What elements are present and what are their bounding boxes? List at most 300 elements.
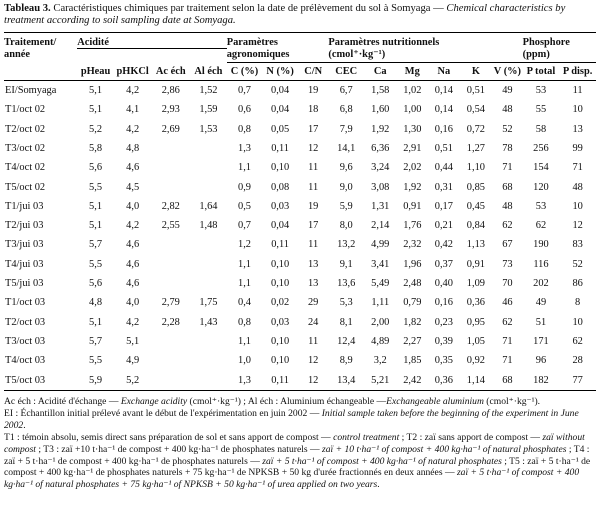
table-cell: 0,10 [271,278,290,290]
table-cell: 202 [533,278,549,290]
table-cell: 5,6 [89,162,103,174]
caption-separator: — [430,3,447,14]
table-cell: 0,23 [434,316,453,328]
table-cell [151,235,190,254]
table-cell: 1,3 [227,370,263,390]
table-cell: 256 [533,142,549,154]
table-cell: 1,52 [199,85,218,97]
table-cell: 5,1 [89,104,103,116]
table-cell: 53 [535,200,547,212]
table-cell: 29 [307,297,319,309]
table-cell: 11 [572,85,583,97]
table-cell: 1,13 [466,239,485,251]
table-cell: 6,8 [339,104,353,116]
table-cell: 0,05 [271,123,290,135]
table-cell: 1,02 [403,85,422,97]
note-treatments: T1 : témoin absolu, semis direct sans préparation de sol et sans apport de compost — control treatment ; T2 : zaï sans apport de compost — zaï without compost ; T3 : zaï +10 t·ha⁻¹ de compost + 400 kg·ha⁻¹ de phosphates naturels — zaï + 10 t·ha⁻¹ of compost + 400 kg·ha⁻¹ of natural phosphates ; T4 : zaï + 5 t·ha⁻¹ de compost + 400 kg·ha⁻¹ de phosphates naturels — zaï + 5 t·ha⁻¹ of compost + 400 kg·ha⁻¹ of natural phosphates ; T5 : zaï + 5 t·ha⁻¹ de compost + 400 kg·ha⁻¹ de phosphates naturels + 75 kg·ha⁻¹ de NPKSB + 50 kg d'urée fractionnés en deux années — zaï + 5 t·ha⁻¹ of compost + 400 kg·ha⁻¹ of natural phosphates + 75 kg·ha⁻¹ of NPKSB + 50 kg·ha⁻¹ of urea applied on two years. [4,432,591,490]
table-cell: 2,48 [403,278,422,290]
table-cell [151,177,190,196]
table-row [4,80,596,100]
table-cell: 2,69 [161,123,180,135]
table-cell: 0,7 [238,220,252,232]
table-cell: 0,04 [271,85,290,97]
table-cell: 0,72 [466,123,485,135]
column-header: pHeau [77,62,114,80]
table-cell: 12 [307,355,319,367]
table-cell: 0,14 [434,104,453,116]
table-cell: 7,9 [339,123,353,135]
table-cell: 0,85 [466,181,485,193]
table-cell: 5,5 [89,355,103,367]
table-cell: 0,31 [434,181,453,193]
table-row [4,216,596,235]
table-cell [151,255,190,274]
table-cell: 1,92 [371,123,390,135]
row-label: EI/Somyaga [5,85,57,97]
table-cell: 71 [572,162,583,174]
table-cell: 13,2 [337,239,356,251]
header-agro: Paramètres [227,33,329,49]
table-cell: 0,79 [403,297,422,309]
table-cell: 0,8 [238,123,252,135]
table-cell: 0,91 [466,258,485,270]
table-cell: 12,4 [337,335,356,347]
table-cell [151,158,190,177]
table-cell: 18 [307,104,319,116]
table-cell: 1,76 [403,220,422,232]
table-cell: 1,48 [199,220,218,232]
table-cell [151,332,190,351]
table-cell: 1,43 [199,316,218,328]
table-cell: 4,99 [371,239,390,251]
table-cell: 62 [572,335,583,347]
table-cell: 19 [307,200,319,212]
row-label: T1/oct 02 [5,104,46,116]
column-header: C/N [298,62,329,80]
table-cell: 1,14 [460,370,493,390]
table-cell: 52 [502,123,513,135]
table-cell: 5,49 [371,278,390,290]
table-cell: 4,8 [89,297,103,309]
table-cell: 86 [572,278,583,290]
table-cell: 3,2 [373,355,387,367]
table-cell: 62 [502,220,513,232]
table-cell: 0,5 [238,200,252,212]
table-cell: 0,8 [238,316,252,328]
table-cell [151,351,190,370]
table-cell: 14,1 [337,142,356,154]
table-cell: 0,11 [271,239,290,251]
table-cell: 0,16 [434,123,453,135]
table-cell: 8,9 [339,355,353,367]
table-cell: 182 [523,370,560,390]
table-cell: 5,2 [114,370,152,390]
document [4,3,596,491]
table-cell: 1,3 [238,142,252,154]
table-cell: 0,11 [262,370,298,390]
table-cell: 1,0 [238,355,252,367]
table-cell: 1,92 [403,181,422,193]
table-cell: 0,11 [271,142,290,154]
column-header: CEC [328,62,364,80]
table-row [4,255,596,274]
table-cell: 0,10 [271,258,290,270]
table-cell [190,235,227,254]
table-cell: 62 [535,220,547,232]
table-cell: 0,10 [271,355,290,367]
table-cell: 0,4 [238,297,252,309]
table-cell: 5,7 [89,239,103,251]
header-acidity: Acidité [77,33,226,49]
table-cell: 0,35 [434,355,453,367]
table-row [4,312,596,331]
table-cell: 0,45 [466,200,485,212]
table-cell: 2,00 [371,316,390,328]
table-cell: 2,14 [371,220,390,232]
row-label: T2/oct 02 [5,123,46,135]
table-cell: 55 [535,104,547,116]
table-cell: 1,64 [199,200,218,212]
table-cell: 5,1 [89,200,103,212]
table-cell: 2,55 [161,220,180,232]
table-cell: 1,1 [238,278,252,290]
table-cell: 2,32 [403,239,422,251]
table-cell: 51 [535,316,547,328]
table-cell: 0,51 [434,142,453,154]
table-cell: 68 [492,370,523,390]
table-cell: 99 [572,142,583,154]
table-cell: 4,6 [126,239,140,251]
table-cell: 0,95 [466,316,485,328]
table-cell: 0,02 [271,297,290,309]
table-cell: 171 [533,335,549,347]
table-row [4,274,596,293]
table-cell: 48 [572,181,583,193]
table-cell: 0,92 [466,355,485,367]
table-cell: 67 [502,239,513,251]
table-cell: 17 [307,220,319,232]
column-header: P disp. [559,62,596,80]
table-cell: 0,36 [428,370,460,390]
table-caption [4,3,596,27]
table-cell: 1,60 [371,104,390,116]
table-cell: 19 [307,85,319,97]
table-cell: 13 [572,123,583,135]
table-cell [190,255,227,274]
table-cell: 5,5 [89,258,103,270]
table-row [4,100,596,119]
table-cell: 1,09 [466,278,485,290]
table-cell: 12 [572,220,583,232]
table-cell: 0,54 [466,104,485,116]
table-cell [190,332,227,351]
table-notes [4,396,596,491]
table-cell: 13,6 [337,278,356,290]
table-cell: 78 [502,142,513,154]
table-cell: 116 [533,258,549,270]
table-cell: 0,17 [434,200,453,212]
table-cell [151,370,190,390]
table-cell: 1,1 [238,162,252,174]
row-label: T4/oct 03 [5,355,46,367]
table-cell: 4,6 [126,278,140,290]
column-header: Mg [397,62,429,80]
table-cell: 4,8 [126,142,140,154]
table-cell: 13 [307,278,319,290]
table-row [4,120,596,139]
table-cell: 1,1 [238,335,252,347]
table-cell: 73 [502,258,513,270]
table-cell: 10 [572,316,583,328]
table-cell: 0,04 [271,220,290,232]
table-row [4,370,596,390]
table-cell: 58 [535,123,547,135]
table-cell: 96 [535,355,547,367]
row-label: T5/oct 03 [4,370,77,390]
table-cell: 11 [308,181,319,193]
table-cell: 11 [308,162,319,174]
table-cell: 9,1 [339,258,353,270]
table-cell: 1,05 [466,335,485,347]
table-cell: 77 [559,370,596,390]
table-cell: 5,5 [89,181,103,193]
table-cell: 1,85 [403,355,422,367]
note-initial-sample: EI : Échantillon initial prélevé avant le début de l'expérimentation en juin 2002 — Initial sample taken before the beginning of the experiment in June 2002. [4,408,579,431]
table-cell: 10 [572,200,583,212]
table-cell: 5,3 [339,297,353,309]
table-cell [151,274,190,293]
table-row [4,177,596,196]
table-cell: 52 [572,258,583,270]
table-cell: 83 [572,239,583,251]
caption-french: Caractéristiques chimiques par traitement selon la date de prélèvement du sol à Somyaga [53,3,431,14]
table-cell: 12 [298,370,329,390]
table-cell: 0,14 [434,85,453,97]
table-cell: 71 [502,335,513,347]
table-cell: 6,7 [339,85,353,97]
table-cell: 4,2 [126,123,140,135]
table-cell: 3,08 [371,181,390,193]
table-cell: 154 [533,162,549,174]
table-cell: 2,28 [161,316,180,328]
table-cell: 9,0 [339,181,353,193]
table-cell [151,139,190,158]
chemical-characteristics-table [4,32,596,390]
header-phos-unit: (ppm) [523,49,596,63]
table-cell: 0,10 [271,335,290,347]
row-label: T1/oct 03 [5,297,46,309]
row-label: T5/jui 03 [5,278,44,290]
table-cell: 5,8 [89,142,103,154]
header-year: année [4,49,30,61]
column-header: Ac éch [151,62,190,80]
table-cell: 1,10 [466,162,485,174]
table-cell: 1,53 [199,123,218,135]
column-header: V (%) [492,62,523,80]
table-cell: 0,6 [238,104,252,116]
table-cell: 0,16 [434,297,453,309]
table-cell: 4,89 [371,335,390,347]
table-cell: 0,03 [271,316,290,328]
table-cell: 1,27 [466,142,485,154]
table-cell: 13 [307,258,319,270]
table-cell: 17 [307,123,319,135]
table-cell: 4,2 [126,85,140,97]
table-cell [190,139,227,158]
column-header: P total [523,62,560,80]
table-cell: 4,1 [126,104,140,116]
table-cell [190,274,227,293]
table-cell: 1,00 [403,104,422,116]
table-cell: 0,03 [271,200,290,212]
table-cell: 5,9 [77,370,114,390]
table-cell: 8,1 [339,316,353,328]
table-cell: 46 [502,297,513,309]
column-header: K [460,62,493,80]
column-header: pHKCl [114,62,152,80]
table-cell: 120 [533,181,549,193]
table-cell: 0,7 [238,85,252,97]
table-cell: 3,41 [371,258,390,270]
row-label: T2/oct 03 [5,316,46,328]
header-treatment: Traitement/ [4,33,77,49]
table-cell: 0,51 [466,85,485,97]
caption-label: Tableau 3. [4,3,51,14]
column-header: N (%) [262,62,298,80]
table-cell: 4,9 [126,355,140,367]
table-cell: 4,2 [126,316,140,328]
table-cell: 0,39 [434,335,453,347]
table-cell: 4,6 [126,258,140,270]
table-cell: 4,0 [126,200,140,212]
table-cell: 4,5 [126,181,140,193]
table-cell: 0,37 [434,258,453,270]
table-cell: 0,44 [434,162,453,174]
table-cell: 11 [308,335,319,347]
table-row [4,235,596,254]
table-cell [190,158,227,177]
table-cell: 68 [502,181,513,193]
table-cell: 24 [307,316,319,328]
table-cell: 1,30 [403,123,422,135]
table-cell: 11 [308,239,319,251]
table-cell: 2,86 [161,85,180,97]
table-row [4,351,596,370]
table-cell: 0,04 [271,104,290,116]
table-cell: 0,9 [238,181,252,193]
header-phos: Phosphore [523,33,596,49]
column-header: Ca [364,62,397,80]
table-cell: 0,08 [271,181,290,193]
table-cell: 13,4 [328,370,364,390]
table-cell: 1,82 [403,316,422,328]
row-label: T2/jui 03 [5,220,44,232]
table-cell: 1,96 [403,258,422,270]
table-row [4,332,596,351]
table-row [4,293,596,312]
table-cell: 5,21 [364,370,397,390]
table-cell: 5,1 [89,85,103,97]
caption-english: Chemical characteristics by treatment according to soil sampling date at Somyaga. [4,3,566,27]
table-cell: 71 [502,162,513,174]
table-cell: 3,24 [371,162,390,174]
row-label: T3/jui 03 [5,239,44,251]
table-cell: 10 [572,104,583,116]
table-cell: 2,93 [161,104,180,116]
table-cell: 2,79 [161,297,180,309]
column-header: Al éch [190,62,227,80]
table-cell: 0,84 [466,220,485,232]
table-cell: 2,42 [397,370,429,390]
table-cell: 49 [502,85,513,97]
table-cell: 28 [572,355,583,367]
table-cell: 1,2 [238,239,252,251]
table-cell: 71 [502,355,513,367]
table-cell: 8 [575,297,581,309]
table-cell: 2,02 [403,162,422,174]
table-cell: 70 [502,278,513,290]
table-cell: 48 [502,104,513,116]
table-cell: 12 [307,142,319,154]
column-header: C (%) [227,62,263,80]
table-cell: 9,6 [339,162,353,174]
table-cell: 0,21 [434,220,453,232]
table-cell: 5,9 [339,200,353,212]
table-cell: 2,27 [403,335,422,347]
table-cell: 1,58 [371,85,390,97]
table-row [4,139,596,158]
table-cell: 5,7 [89,335,103,347]
row-label: T4/oct 02 [5,162,46,174]
table-cell: 1,75 [199,297,218,309]
table-cell: 2,82 [161,200,180,212]
table-cell: 5,6 [89,278,103,290]
table-row [4,158,596,177]
table-cell: 4,6 [126,162,140,174]
table-cell: 4,2 [126,220,140,232]
table-cell: 5,2 [89,123,103,135]
row-label: T4/jui 03 [5,258,44,270]
table-cell: 5,1 [89,316,103,328]
table-cell: 53 [535,85,547,97]
row-label: T1/jui 03 [5,200,44,212]
header-nutri-unit: (cmol⁺·kg⁻¹) [328,49,522,63]
column-header: Na [428,62,460,80]
table-cell: 0,91 [403,200,422,212]
table-cell: 190 [533,239,549,251]
row-label: T3/oct 02 [5,142,46,154]
header-agro-2: agronomiques [227,49,329,63]
table-cell: 2,91 [403,142,422,154]
table-cell: 1,11 [371,297,390,309]
table-cell [190,370,227,390]
table-cell: 0,36 [466,297,485,309]
table-cell: 0,42 [434,239,453,251]
table-cell: 49 [535,297,547,309]
table-cell: 1,31 [371,200,390,212]
table-cell: 5,1 [89,220,103,232]
note-abbreviations: Ac éch : Acidité d'échange — Exchange acidity (cmol⁺·kg⁻¹) ; Al éch : Aluminium échangeable —Exchangeable aluminium (cmol⁺·kg⁻¹). [4,395,541,407]
table-cell: 4,0 [126,297,140,309]
table-cell: 8,0 [339,220,353,232]
header-nutri: Paramètres nutritionnels [328,33,522,49]
table-row [4,197,596,216]
row-label: T5/oct 02 [5,181,46,193]
table-cell: 48 [502,200,513,212]
table-cell: 5,1 [126,335,140,347]
table-cell: 62 [502,316,513,328]
table-cell: 6,36 [371,142,390,154]
